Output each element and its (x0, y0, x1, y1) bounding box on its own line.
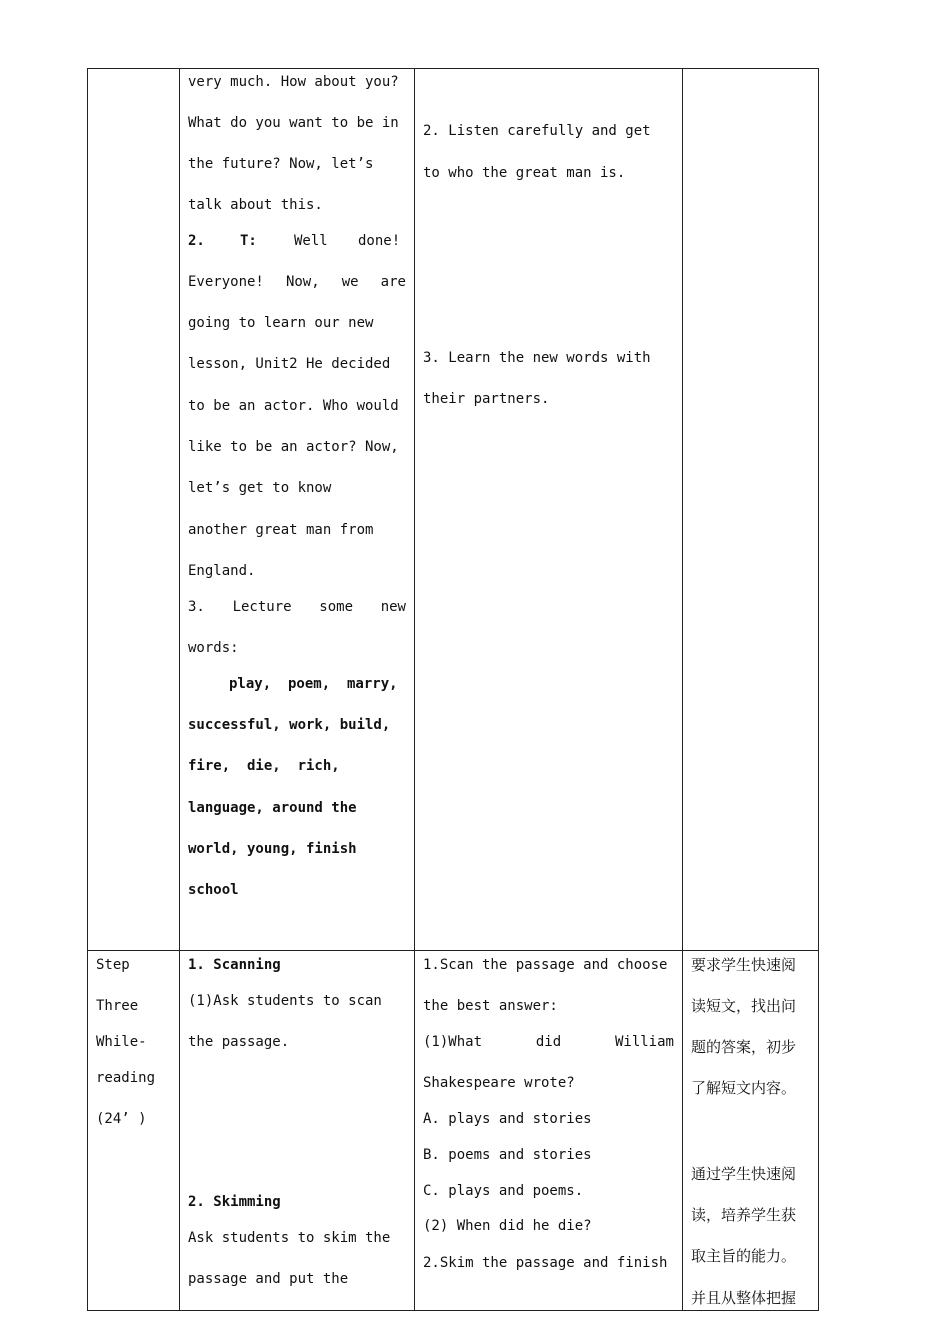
table-border (682, 68, 683, 1311)
text-line: passage and put the (188, 1271, 349, 1287)
table-border (87, 68, 88, 1311)
step-number: 2. (188, 233, 205, 249)
text-line: reading (96, 1070, 156, 1086)
speaker-label: T: (240, 233, 257, 249)
text-line: let’s get to know (188, 480, 332, 496)
text-line: 2.Skim the passage and finish (423, 1255, 668, 1271)
text-line: the passage. (188, 1034, 290, 1050)
table-border (87, 1310, 819, 1311)
text-word: new (380, 599, 406, 615)
text-line: Ask students to skim the (188, 1230, 391, 1246)
text-line: Three (96, 998, 139, 1014)
text-word: Well (294, 233, 328, 249)
text-line: 了解短文内容。 (691, 1079, 797, 1097)
text-line: Shakespeare wrote? (423, 1075, 575, 1091)
text-line: 并且从整体把握 (691, 1289, 797, 1307)
section-heading: 1. Scanning (188, 957, 281, 973)
text-line: like to be an actor? Now, (188, 439, 399, 455)
text-line: another great man from (188, 522, 374, 538)
text-line: 通过学生快速阅 (691, 1165, 797, 1183)
text-word: done! (358, 233, 401, 249)
text-line: A. plays and stories (423, 1111, 592, 1127)
text-line: What do you want to be in (188, 115, 399, 131)
text-word: William (614, 1034, 674, 1050)
text-word: we (341, 274, 359, 290)
text-line: 要求学生快速阅 (691, 956, 797, 974)
vocab-line: world, young, finish (188, 841, 357, 857)
text-line: the best answer: (423, 998, 558, 1014)
text-word: Everyone! (188, 274, 264, 290)
text-word: Lecture (232, 599, 292, 615)
text-line: 2. Listen carefully and get (423, 123, 651, 139)
vocab-line: play, poem, marry, (229, 676, 398, 692)
text-line: 1.Scan the passage and choose (423, 957, 668, 973)
text-line: their partners. (423, 391, 550, 407)
text-line: B. poems and stories (423, 1147, 592, 1163)
text-word: (1)What (423, 1034, 483, 1050)
text-word: Now, (285, 274, 320, 290)
text-line: 3. Learn the new words with (423, 350, 651, 366)
text-line: to be an actor. Who would (188, 398, 399, 414)
text-line (188, 273, 406, 291)
text-line: 读短文，找出问 (691, 997, 797, 1015)
text-word: some (319, 599, 353, 615)
text-line: While- (96, 1034, 147, 1050)
text-line: Step (96, 957, 130, 973)
section-heading: 2. Skimming (188, 1194, 281, 1210)
text-line: C. plays and poems. (423, 1183, 584, 1199)
text-word: did (535, 1034, 562, 1050)
text-line: England. (188, 563, 256, 579)
text-line: (24’ ) (96, 1111, 147, 1127)
table-border (818, 68, 819, 1311)
text-word: are (380, 274, 406, 290)
text-line: to who the great man is. (423, 165, 626, 181)
vocab-line: school (188, 882, 239, 898)
text-line: lesson, Unit2 He decided (188, 356, 391, 372)
text-line (423, 1033, 674, 1051)
vocab-line: language, around the (188, 800, 357, 816)
text-line: going to learn our new (188, 315, 374, 331)
text-line: 取主旨的能力。 (691, 1247, 797, 1265)
text-line: very much. How about you? (188, 74, 399, 90)
vocab-line: successful, work, build, (188, 717, 391, 733)
table-border (87, 68, 819, 69)
vocab-line: fire, die, rich, (188, 758, 340, 774)
text-line: 题的答案，初步 (691, 1038, 797, 1056)
table-border (87, 950, 819, 951)
text-line: talk about this. (188, 197, 323, 213)
text-line: the future? Now, let’s (188, 156, 374, 172)
text-line: (1)Ask students to scan (188, 993, 382, 1009)
text-line: 读，培养学生获 (691, 1206, 797, 1224)
text-line: (2) When did he die? (423, 1218, 592, 1234)
text-line (188, 598, 406, 616)
table-border (414, 68, 415, 1311)
text-word: 3. (188, 599, 205, 615)
table-border (179, 68, 180, 1311)
text-line: words: (188, 640, 239, 656)
